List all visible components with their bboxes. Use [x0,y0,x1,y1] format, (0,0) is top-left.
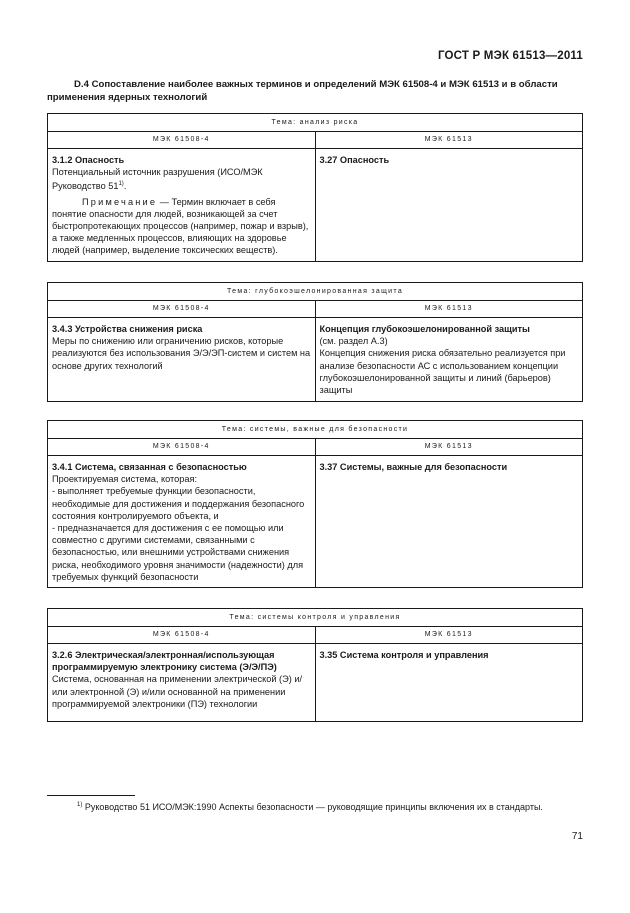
term-title: 3.4.3 Устройства снижения риска [52,324,203,334]
term-definition-line: Проектируемая система, которая: [52,474,198,485]
term-definition: Потенциальный источник разрушения (ИСО/МЭК Руководство 51$^{1)}$. [52,167,263,192]
footnote-separator [47,795,135,796]
term-title: 3.2.6 Электрическая/электронная/использующая программируемую электронику система (Э/Э/ПЭ) [52,650,277,673]
table-topic: Тема: системы контроля и управления [48,609,583,627]
column-header-left: МЭК 61508-4 [48,627,316,644]
column-header-left: МЭК 61508-4 [48,439,316,456]
column-header-left: МЭК 61508-4 [48,301,316,318]
column-header-left: МЭК 61508-4 [48,132,316,149]
term-definition-line: - выполняет требуемые функции безопасности, необходимые для достижения и поддержания безопасного состояния контролируемого объекта, и [52,486,305,521]
term-title: 3.4.1 Система, связанная с безопасностью [52,462,247,472]
term-definition: Меры по снижению или ограничению рисков, которые реализуются без использования Э/Э/ЭП-систем и систем на основе других технологий [52,336,311,371]
term-note: Примечание — Термин включает в себя понятие опасности для людей, возникающей за счет быстропротекающих процессов (например, пожар и взрыв), а также медленных процессов, влияющих на здоровье людей (например, выделение токсических веществ). [52,196,309,256]
page-number: 71 [571,831,583,842]
right-cell [315,149,583,262]
table-topic: Тема: глубокоэшелонированная защита [48,283,583,301]
document-header: ГОСТ Р МЭК 61513—2011 [437,50,583,62]
footnote: $^{1)}$ Руководство 51 ИСО/МЭК:1990 Аспекты безопасности — руководящие принципы включения их в стандарты. [77,802,543,812]
term-reference: (см. раздел А.3) [319,336,388,347]
term-definition: Концепция снижения риска обязательно реализуется при анализе безопасности АС с использованием концепции глубокоэшелонированной защиты и линий (барьеров) защиты [319,348,566,396]
table-topic: Тема: анализ риска [48,114,583,132]
left-cell [48,149,316,262]
footnote-marker: 1) [77,802,83,808]
term-title: 3.35 Система контроля и управления [319,650,489,660]
table-topic: Тема: системы, важные для безопасности [48,421,583,439]
comparison-table-control-systems [47,608,583,722]
right-cell [315,644,583,722]
right-cell [315,456,583,588]
column-header-right: МЭК 61513 [315,132,583,149]
section-heading: D.4 Сопоставление наиболее важных терминов и определений МЭК 61508-4 и МЭК 61513 и в области применения ядерных технологий [47,79,558,103]
term-title: 3.1.2 Опасность [52,155,125,165]
comparison-table-safety-systems [47,420,583,588]
footnote-ref: 1) [118,181,124,188]
column-header-right: МЭК 61513 [315,301,583,318]
term-definition-line: - предназначается для достижения с ее помощью или совместно с другими системами, связанными с безопасностью, или внешними устройствами снижения риска, необходимого уровня значимости (надежности) для требуемых функций безопасности [52,523,304,582]
column-header-right: МЭК 61513 [315,439,583,456]
column-header-right: МЭК 61513 [315,627,583,644]
left-cell [48,318,316,402]
left-cell [48,644,316,722]
left-cell [48,456,316,588]
term-title: 3.27 Опасность [319,155,390,165]
term-definition: Система, основанная на применении электрической (Э) и/или электронной (Э) и/или основанной на применении программируемой электроники (ПЭ) технологии [52,674,303,709]
comparison-table-defence-in-depth [47,282,583,402]
term-title: 3.37 Системы, важные для безопасности [319,462,508,472]
right-cell [315,318,583,402]
comparison-table-risk-analysis [47,113,583,262]
term-title: Концепция глубокоэшелонированной защиты [319,324,530,334]
